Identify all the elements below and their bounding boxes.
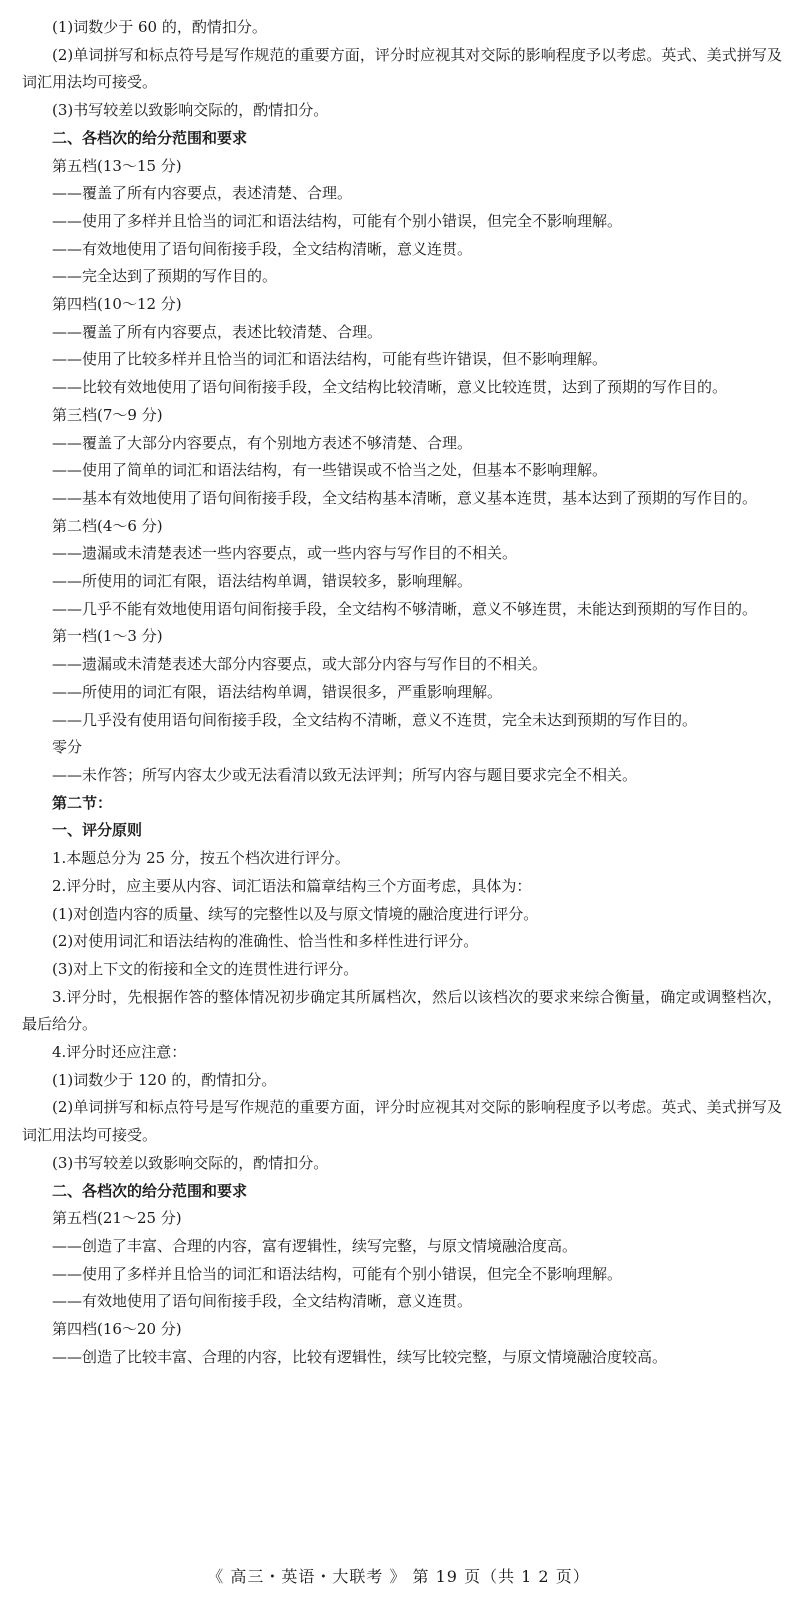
text-paragraph: ——使用了多样并且恰当的词汇和语法结构，可能有个别小错误，但完全不影响理解。 [52,1264,623,1283]
section-heading: 二、各档次的给分范围和要求 [52,1181,248,1200]
section-heading: 二、各档次的给分范围和要求 [52,128,248,147]
section-heading: 第二节： [52,793,113,812]
text-paragraph: 第三档(7～9 分) [52,405,163,424]
text-paragraph: 4.评分时还应注意： [52,1043,187,1062]
text-paragraph: 第五档(13～15 分) [52,156,182,175]
text-paragraph: ——比较有效地使用了语句间衔接手段，全文结构比较清晰，意义比较连贯，达到了预期的写作目的。 [52,378,728,397]
text-paragraph: ——所使用的词汇有限，语法结构单调，错误较多，影响理解。 [52,572,473,591]
text-paragraph: ——使用了比较多样并且恰当的词汇和语法结构，可能有些许错误，但不影响理解。 [52,350,608,369]
text-paragraph: ——使用了简单的词汇和语法结构，有一些错误或不恰当之处，但基本不影响理解。 [52,461,608,480]
text-paragraph: ——创造了丰富、合理的内容，富有逻辑性，续写完整，与原文情境融洽度高。 [52,1236,578,1255]
text-paragraph: ——完全达到了预期的写作目的。 [52,267,278,286]
text-paragraph: (1)对创造内容的质量、续写的完整性以及与原文情境的融洽度进行评分。 [52,904,539,923]
text-paragraph: ——使用了多样并且恰当的词汇和语法结构，可能有个别小错误，但完全不影响理解。 [52,211,623,230]
text-paragraph: 第四档(16～20 分) [52,1320,182,1339]
text-paragraph: ——所使用的词汇有限，语法结构单调，错误很多，严重影响理解。 [52,682,503,701]
text-paragraph: 第四档(10～12 分) [52,295,182,314]
text-paragraph: (3)书写较差以致影响交际的，酌情扣分。 [52,1153,329,1172]
text-paragraph: 第二档(4～6 分) [52,516,163,535]
text-paragraph: ——有效地使用了语句间衔接手段，全文结构清晰，意义连贯。 [52,1292,473,1311]
text-paragraph: ——遗漏或未清楚表述一些内容要点，或一些内容与写作目的不相关。 [52,544,518,563]
text-paragraph: ——未作答；所写内容太少或无法看清以致无法评判；所写内容与题目要求完全不相关。 [52,765,638,784]
text-paragraph: ——创造了比较丰富、合理的内容，比较有逻辑性，续写比较完整，与原文情境融洽度较高。 [52,1347,668,1366]
text-paragraph: ——覆盖了所有内容要点，表述比较清楚、合理。 [52,322,383,341]
page-footer: 《 高三・英语・大联考 》 第 19 页（共 1 2 页） [207,1567,590,1586]
document-body [22,14,782,1371]
text-paragraph: 零分 [52,738,83,757]
text-paragraph: (1)词数少于 60 的，酌情扣分。 [52,18,267,36]
text-paragraph: 1.本题总分为 25 分，按五个档次进行评分。 [52,849,350,868]
text-paragraph: ——基本有效地使用了语句间衔接手段，全文结构基本清晰，意义基本连贯，基本达到了预期的写作目的。 [52,488,758,507]
text-paragraph: 第五档(21～25 分) [52,1209,182,1228]
section-heading: 一、评分原则 [52,821,143,840]
text-paragraph: ——几乎没有使用语句间衔接手段，全文结构不清晰，意义不连贯，完全未达到预期的写作目的。 [52,710,698,729]
text-paragraph: (1)词数少于 120 的，酌情扣分。 [52,1070,277,1089]
text-paragraph: 2.评分时，应主要从内容、词汇语法和篇章结构三个方面考虑，具体为： [52,876,532,895]
text-paragraph: (3)书写较差以致影响交际的，酌情扣分。 [52,101,329,120]
text-paragraph: ——遗漏或未清楚表述大部分内容要点，或大部分内容与写作目的不相关。 [52,655,548,674]
text-paragraph: (3)对上下文的衔接和全文的连贯性进行评分。 [52,959,359,978]
text-paragraph: (2)单词拼写和标点符号是写作规范的重要方面，评分时应视其对交际的影响程度予以考虑。英式、美式拼写及词汇用法均可接受。 [22,1098,782,1145]
text-paragraph: ——几乎不能有效地使用语句间衔接手段，全文结构不够清晰，意义不够连贯，未能达到预期的写作目的。 [52,599,758,618]
text-paragraph: 第一档(1～3 分) [52,627,163,646]
text-paragraph: (2)对使用词汇和语法结构的准确性、恰当性和多样性进行评分。 [52,932,479,951]
text-paragraph: ——覆盖了所有内容要点，表述清楚、合理。 [52,184,353,203]
text-paragraph: ——有效地使用了语句间衔接手段，全文结构清晰，意义连贯。 [52,239,473,258]
text-paragraph: (2)单词拼写和标点符号是写作规范的重要方面，评分时应视其对交际的影响程度予以考虑。英式、美式拼写及词汇用法均可接受。 [22,45,782,92]
text-paragraph: ——覆盖了大部分内容要点，有个别地方表述不够清楚、合理。 [52,433,473,452]
text-paragraph: 3.评分时，先根据作答的整体情况初步确定其所属档次，然后以该档次的要求来综合衡量，确定或调整档次，最后给分。 [22,987,782,1034]
